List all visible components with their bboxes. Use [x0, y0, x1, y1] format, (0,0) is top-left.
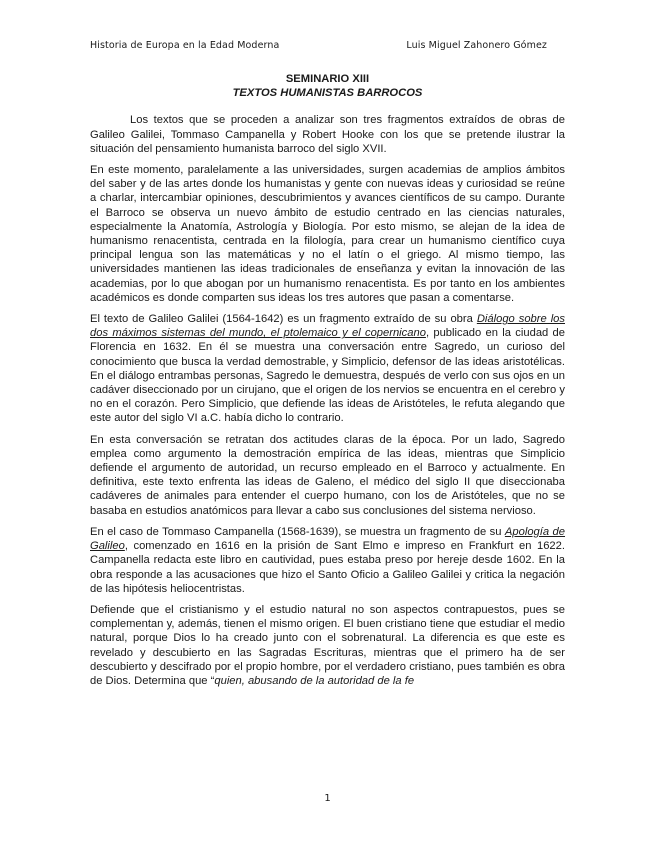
running-header	[90, 40, 547, 51]
header-author: Luis Miguel Zahonero Gómez	[406, 40, 547, 51]
seminar-title: SEMINARIO XIII	[285, 73, 370, 85]
campanella-quote: quien, abusando de la autoridad de la fe	[214, 674, 415, 687]
paragraph-conversation: En esta conversación se retratan dos actitudes claras de la época. Por un lado, Sagredo emplea como argumento la demostración empírica de las ideas, mientras que Simplicio defiende el argumento de autoridad, un recurso empleado en el Barroco y actualmente. En definitiva, este texto enfrenta las ideas de Galeno, el médico del siglo II que diseccionaba cadáveres de animales para entender el cuerpo humano, con los de Aristóteles, que no se basaba en estudios anatómicos para llevar a cabo sus conclusiones del sistema nervioso.	[90, 433, 565, 517]
paragraph-christianity	[90, 603, 565, 688]
paragraph-galileo-text-b: , publicado en la ciudad de Florencia en 1632. En él se muestra una conversación entre Sagredo, un curioso del conocimiento que busca la verdad demostrable, y Simplicio, defensor de las ideas aristotélicas. En el diálogo entrambas personas, Sagredo le demuestra, después de verlo con sus ojos en un cadáver diseccionado por un cirujano, que el origen de los nervios se encuentra en el cerebro y no en el corazón. Pero Simplicio, que defiende las ideas de Aristóteles, le refuta alegando que este autor del siglo VI a.C. había dicho lo contrario.	[90, 327, 566, 425]
paragraph-context: En este momento, paralelamente a las universidades, surgen academias de amplios ámbitos del saber y de las artes donde los humanistas y gente con nuevas ideas y curiosidad se reúne a charlar, intercambiar opiniones, descubrimientos y avances científicos de su campo. Durante el Barroco se observa un nuevo ámbito de estudio centrado en las ciencias naturales, especialmente la Anatomía, Astrología y Biología. Por esto mismo, se alejan de la idea de humanismo renacentista, centrada en la filología, para crear un humanismo científico cuya principal lengua son las matemáticas y no el latín o el griego. Al mismo tiempo, las universidades mantienen las ideas tradicionales de enseñanza y evitan la innovación de las academias, por lo que abogan por un humanismo renacentista. Es por tanto en los ambientes académicos es donde comparten sus ideas los tres autores que pasan a comentarse.	[90, 164, 565, 304]
paragraph-campanella-text-b: , comenzado en 1616 en la prisión de Sant Elmo e impreso en Frankfurt en 1622. Campanella redacta este libro en cautividad, pues estaba preso por hereje desde 1602. En la obra responde a las acusaciones que hizo el Santo Oficio a Galileo Galilei y critica la negación de las hipótesis heliocentristas.	[90, 540, 565, 595]
seminar-subtitle: TEXTOS HUMANISTAS BARROCOS	[232, 87, 423, 100]
page-number: 1	[324, 793, 331, 804]
paragraph-christianity-text: Defiende que el cristianismo y el estudio natural no son aspectos contrapuestos, pues se complementan y, además, tienen el mismo origen. El buen cristiano tiene que estudiar el medio natural, porque Dios lo ha creado junto con el sobrenatural. La diferencia es que este es revelado y descubierto en las Sagradas Escrituras, mientras que el primero ha de ser descubierto y descifrado por el propio hombre, por el verdadero cristiano, pues también es obra de Dios. Determina que “	[90, 603, 565, 687]
galileo-work-title: Diálogo sobre los dos máximos sistemas del mundo, el ptolemaico y el copernicano	[90, 313, 565, 340]
campanella-work-title: Apología de Galileo	[90, 525, 566, 553]
document-body	[90, 72, 565, 695]
paragraph-galileo	[90, 312, 565, 426]
paragraph-campanella-text-a: En el caso de Tommaso Campanella (1568-1639), se muestra un fragmento de su	[90, 525, 505, 538]
paragraph-galileo-text-a: El texto de Galileo Galilei (1564-1642) es un fragmento extraído de su obra	[90, 313, 477, 326]
header-course-title: Historia de Europa en la Edad Moderna	[90, 40, 280, 51]
paragraph-campanella	[90, 525, 565, 596]
paragraph-intro: Los textos que se proceden a analizar son tres fragmentos extraídos de obras de Galileo Galilei, Tommaso Campanella y Robert Hooke con los que se pretende ilustrar la situación del pensamiento humanista barroco del siglo XVII.	[90, 114, 565, 155]
title-block	[90, 72, 565, 100]
